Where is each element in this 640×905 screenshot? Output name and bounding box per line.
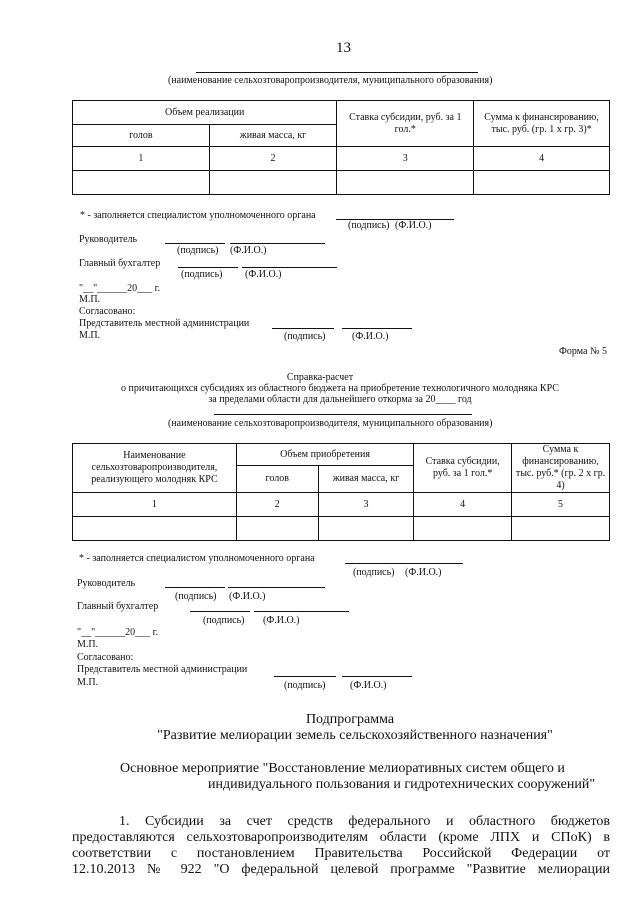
fio-line [254, 611, 349, 612]
subprogram-title: "Развитие мелиорации земель сельскохозяйственного назначения" [157, 728, 553, 743]
column-number: 2 [236, 493, 318, 517]
local-admin-label: Представитель местной администрации [79, 318, 250, 329]
empty-cell[interactable] [73, 171, 210, 195]
stamp-label: М.П. [77, 639, 99, 650]
empty-cell[interactable] [512, 517, 610, 541]
fio-line [228, 587, 325, 588]
empty-cell[interactable] [236, 517, 318, 541]
head-label: Руководитель [77, 578, 136, 589]
signature-caption: (подпись) [203, 615, 245, 626]
org-name-line [196, 72, 478, 73]
main-event-line-2: индивидуального пользования и гидротехнических сооружений" [208, 777, 596, 792]
subprogram-title-wrap [0, 728, 640, 744]
stamp-label: М.П. [79, 294, 101, 305]
header-sales-volume: Объем реализации [73, 101, 337, 125]
fio-caption: (Ф.И.О.) [230, 245, 267, 256]
signature-line [274, 676, 336, 677]
empty-cell[interactable] [318, 517, 414, 541]
chief-accountant-label: Главный бухгалтер [79, 258, 161, 269]
fio-caption: (Ф.И.О.) [263, 615, 300, 626]
table-sales-volume [72, 100, 610, 195]
fio-caption: (Ф.И.О.) [350, 680, 387, 691]
header-rate: Ставка субсидии, руб. за 1 гол.* [337, 101, 474, 147]
header-producer-name: Наименование сельхозтоваропроизводителя, реализующего молодняк КРС [73, 444, 237, 493]
local-admin-label: Представитель местной администрации [77, 664, 248, 675]
empty-cell[interactable] [337, 171, 474, 195]
header-sum: Сумма к финансированию, тыс. руб.* (гр. 2 х гр. 4) [512, 444, 610, 493]
form-title-line-2: о причитающихся субсидиях из областного бюджета на приобретение технологичного молодняка КРС [121, 383, 559, 394]
signature-line [165, 587, 225, 588]
fio-caption: (Ф.И.О.) [352, 331, 389, 342]
signature-caption: (подпись) [181, 269, 223, 280]
header-rate: Ставка субсидии, руб. за 1 гол.* [414, 444, 512, 493]
stamp-label: М.П. [79, 330, 101, 341]
empty-cell[interactable] [474, 171, 610, 195]
column-number: 4 [474, 147, 610, 171]
chief-accountant-label: Главный бухгалтер [77, 601, 159, 612]
column-number: 1 [73, 493, 237, 517]
fio-line [242, 267, 337, 268]
form-title-line-1: Справка-расчет [286, 372, 354, 383]
org-caption-2: (наименование сельхозтоваропроизводителя, муниципального образования) [168, 418, 493, 429]
footnote-1: * - заполняется специалистом уполномоченного органа [80, 210, 316, 221]
signature-line [178, 267, 238, 268]
date-line: "__"______20___ г. [79, 283, 161, 294]
signature-caption: (подпись) [353, 567, 395, 578]
signature-caption: (подпись) [284, 680, 326, 691]
main-event-line-1: Основное мероприятие "Восстановление мелиоративных систем общего и [120, 761, 565, 776]
empty-cell[interactable] [73, 517, 237, 541]
column-number: 5 [512, 493, 610, 517]
fio-caption: (Ф.И.О.) [405, 567, 442, 578]
date-line: "__"______20___ г. [77, 627, 159, 638]
column-number: 3 [318, 493, 414, 517]
column-number: 2 [209, 147, 337, 171]
signature-caption: (подпись) [348, 220, 390, 231]
column-number: 1 [73, 147, 210, 171]
signature-caption: (подпись) [284, 331, 326, 342]
signature-line [190, 611, 250, 612]
signature-caption: (подпись) [175, 591, 217, 602]
subprogram-label-wrap [0, 712, 640, 728]
header-live-weight: живая масса, кг [209, 125, 337, 147]
paragraph-line-2: предоставляются сельхозтоваропроизводителям области (кроме ЛПХ и СПоК) в [72, 830, 610, 845]
form-title-line-3: за пределами области для дальнейшего откорма за 20____ год [208, 394, 472, 405]
page-number: 13 [336, 40, 351, 56]
form-label: Форма № 5 [559, 346, 607, 357]
fio-line [230, 243, 325, 244]
stamp-label: М.П. [77, 677, 99, 688]
fio-caption: (Ф.И.О.) [245, 269, 282, 280]
empty-cell[interactable] [414, 517, 512, 541]
fio-line [342, 676, 412, 677]
header-purchase-volume: Объем приобретения [236, 444, 413, 466]
form-title-line-2-wrap [0, 383, 640, 394]
paragraph-line-3: соответствии с постановлением Правительства Российской Федерации от [72, 846, 610, 861]
agreed-label: Согласовано: [77, 652, 134, 663]
header-heads: голов [73, 125, 210, 147]
empty-cell[interactable] [209, 171, 337, 195]
paragraph-line-4: 12.10.2013 № 922 "О федеральной целевой программе "Развитие мелиорации [72, 862, 610, 877]
table-purchase-volume [72, 443, 610, 541]
column-number: 3 [337, 147, 474, 171]
head-label: Руководитель [79, 234, 138, 245]
header-live-weight: живая масса, кг [318, 466, 414, 493]
signature-line [345, 563, 463, 564]
signature-line [272, 328, 334, 329]
org-caption-1: (наименование сельхозтоваропроизводителя, муниципального образования) [168, 75, 493, 86]
org-name-line [214, 414, 472, 415]
subprogram-label: Подпрограмма [305, 712, 395, 727]
signature-line [165, 243, 225, 244]
header-sum: Сумма к финансированию, тыс. руб. (гр. 1 х гр. 3)* [474, 101, 610, 147]
fio-line [342, 328, 412, 329]
form-title-line-1-wrap [0, 372, 640, 383]
form-title-line-3-wrap [0, 394, 640, 405]
footnote-2: * - заполняется специалистом уполномоченного органа [79, 553, 315, 564]
fio-caption: (Ф.И.О.) [395, 220, 432, 231]
paragraph-line-1: 1. Субсидии за счет средств федерального и областного бюджетов [119, 814, 610, 829]
fio-caption: (Ф.И.О.) [229, 591, 266, 602]
header-heads: голов [236, 466, 318, 493]
signature-caption: (подпись) [177, 245, 219, 256]
agreed-label: Согласовано: [79, 306, 136, 317]
column-number: 4 [414, 493, 512, 517]
